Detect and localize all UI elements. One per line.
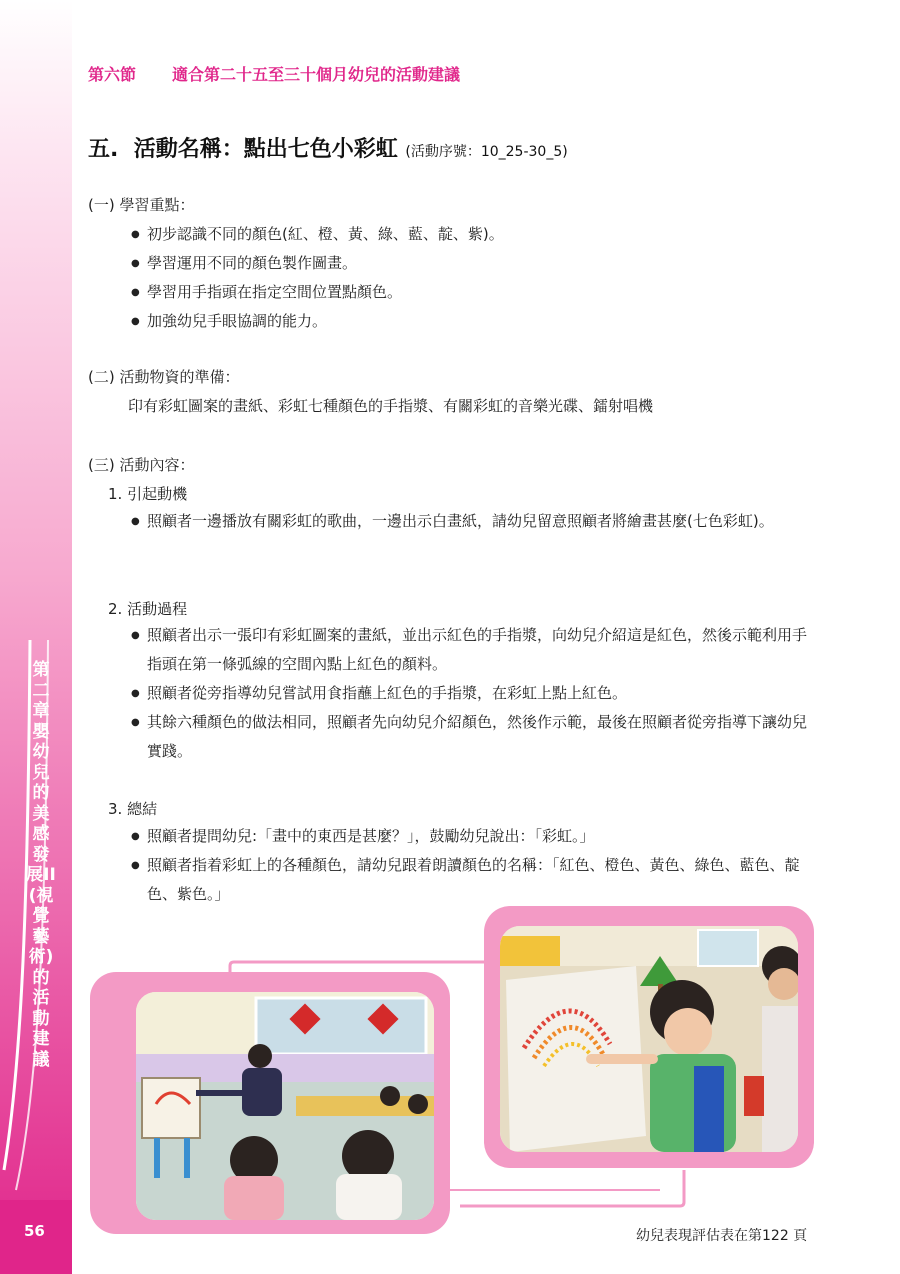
step3-title: 3. 總結 <box>108 800 158 818</box>
step2-title: 2. 活動過程 <box>108 600 188 618</box>
classroom-photo <box>136 992 434 1220</box>
painting-photo <box>500 926 798 1152</box>
assessment-page-note: 幼兒表現評估表在第122 頁 <box>636 1228 808 1244</box>
list-item: ● 照顧者一邊播放有關彩虹的歌曲，一邊出示白畫紙，請幼兒留意照顧者將繪畫甚麼(七色彩虹)。 <box>131 507 813 536</box>
activity-code: (活動序號：10_25-30_5) <box>405 144 568 160</box>
section-label: 第六節 <box>88 65 137 84</box>
page-number: 56 <box>24 1222 45 1240</box>
list-item: ● 加強幼兒手眼協調的能力。 <box>131 307 811 336</box>
step1-title: 1. 引起動機 <box>108 485 188 503</box>
classroom-photo-image <box>136 992 434 1220</box>
list-item: ● 照顧者出示一張印有彩虹圖案的畫紙，並出示紅色的手指漿，向幼兒介紹這是紅色，然後示範利用手指頭在第一條弧線的空間內點上紅色的顏料。 <box>131 621 813 679</box>
photo-frame-right <box>484 906 814 1168</box>
activity-number: 五. <box>88 137 119 162</box>
painting-photo-image <box>500 926 798 1152</box>
learning-points-heading: (一) 學習重點： <box>88 196 195 214</box>
list-item: ● 照顧者提問幼兒:「畫中的東西是甚麼？」，鼓勵幼兒說出：「彩虹。」 <box>131 822 813 851</box>
list-item: ● 照顧者指着彩虹上的各種顏色，請幼兒跟着朗讀顏色的名稱：「紅色、橙色、黃色、綠色、藍色、靛色、紫色。」 <box>131 851 813 909</box>
section-title: 適合第二十五至三十個月幼兒的活動建議 <box>172 65 461 84</box>
activity-name: 活動名稱：點出七色小彩虹 <box>133 137 398 162</box>
list-item: ● 學習運用不同的顏色製作圖畫。 <box>131 249 811 278</box>
chapter-title-vertical: 第二章 嬰幼兒的美感發展II(視覺藝術)的活動建議 <box>26 660 56 1070</box>
list-item: ● 照顧者從旁指導幼兒嘗試用食指蘸上紅色的手指漿，在彩虹上點上紅色。 <box>131 679 813 708</box>
list-item: ● 其餘六種顏色的做法相同，照顧者先向幼兒介紹顏色，然後作示範，最後在照顧者從旁指導下讓幼兒實踐。 <box>131 708 813 766</box>
list-item: ● 初步認識不同的顏色(紅、橙、黃、綠、藍、靛、紫)。 <box>131 220 811 249</box>
photo-frame-left <box>90 972 450 1234</box>
materials-text: 印有彩虹圖案的畫紙、彩虹七種顏色的手指漿、有關彩虹的音樂光碟、鐳射唱機 <box>128 397 654 415</box>
content-heading: (三) 活動內容： <box>88 456 195 474</box>
materials-heading: (二) 活動物資的準備： <box>88 368 240 386</box>
list-item: ● 學習用手指頭在指定空間位置點顏色。 <box>131 278 811 307</box>
